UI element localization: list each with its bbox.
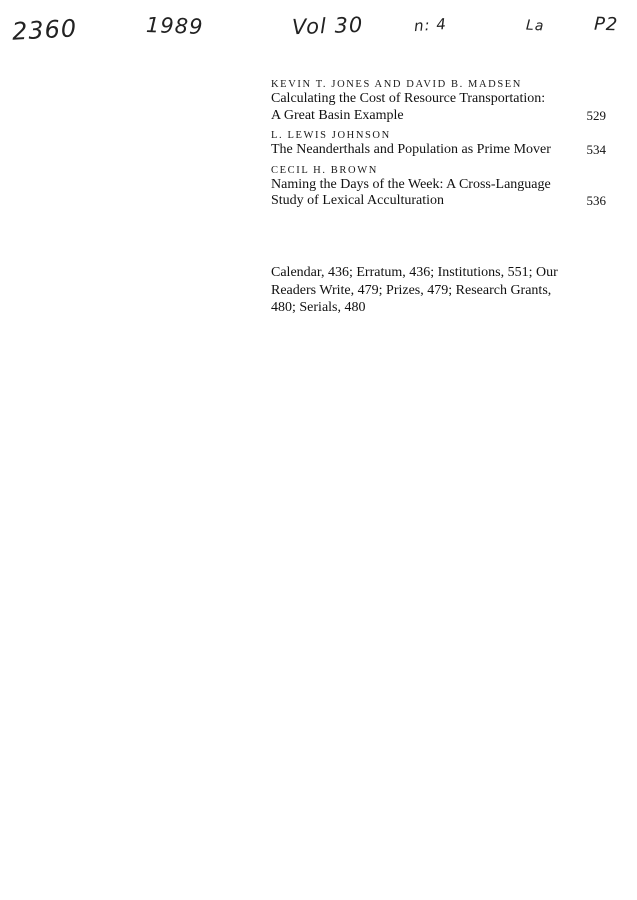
toc-author: L. LEWIS JOHNSON (271, 130, 391, 141)
handwritten-note: 1989 (145, 13, 204, 39)
table-of-contents (271, 78, 606, 215)
toc-title: Naming the Days of the Week: A Cross-Language Study of Lexical Acculturation (271, 176, 551, 208)
toc-title: The Neanderthals and Population as Prime Mover (271, 142, 551, 157)
handwritten-note: P2 (593, 13, 619, 36)
toc-entry (271, 78, 606, 124)
toc-miscellany: Calendar, 436; Erratum, 436; Institutions, 551; Our Readers Write, 479; Prizes, 479; Research Grants, 480; Serials, 480 (271, 265, 558, 315)
toc-author: KEVIN T. JONES AND DAVID B. MADSEN (271, 79, 522, 90)
toc-page-number: 534 (586, 142, 606, 157)
handwritten-note: n: 4 (413, 14, 448, 36)
toc-entry (271, 164, 606, 210)
toc-author: CECIL H. BROWN (271, 164, 378, 176)
handwritten-note: 2360 (11, 14, 78, 46)
handwritten-note: Vol 30 (291, 12, 364, 40)
toc-page-number: 536 (586, 193, 606, 208)
handwritten-note: La (525, 17, 545, 35)
toc-page-number: 529 (586, 107, 606, 123)
toc-title: Calculating the Cost of Resource Transportation: A Great Basin Example (271, 91, 546, 123)
toc-entry (271, 129, 606, 159)
